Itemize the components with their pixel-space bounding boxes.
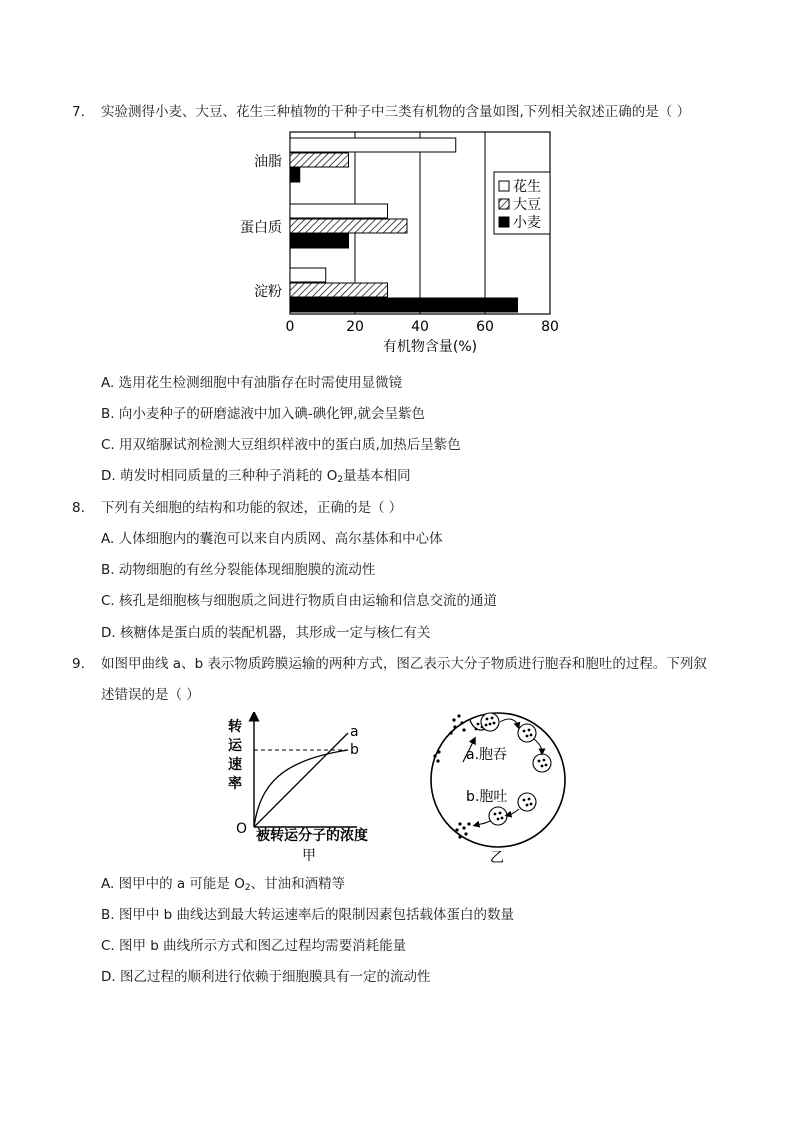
q8-option-c[interactable]: C. 核孔是细胞核与细胞质之间进行物质自由运输和信息交流的通道 [101,593,498,609]
q9-option-c[interactable]: C. 图甲 b 曲线所示方式和图乙过程均需要消耗能量 [101,938,407,954]
endocytic-vesicle-1 [481,713,499,731]
q8-option-b[interactable]: B. 动物细胞的有丝分裂能体现细胞膜的流动性 [101,562,376,578]
bar-white [290,268,326,282]
x-tick-label: 40 [411,319,429,335]
exocytic-vesicle-2 [489,807,507,825]
question-7-stem: 实验测得小麦、大豆、花生三种植物的干种子中三类有机物的含量如图,下列相关叙述正确的是（ ） [101,104,691,120]
endocytic-vesicle-2 [518,724,536,742]
legend-swatch [499,181,509,191]
question-9-stem-line2: 述错误的是（ ） [101,687,200,703]
x-tick-label: 0 [285,319,295,335]
jia-curve-a [254,733,348,827]
bar-hatched [290,153,349,167]
jia-ylabel-4: 率 [228,776,242,792]
question-9-number: 9. [72,656,85,672]
question-8-number: 8. [72,500,85,516]
x-tick-label: 20 [346,319,364,335]
extracellular-particles-bottom [455,822,470,838]
x-tick-label: 80 [541,319,559,335]
q8-option-d[interactable]: D. 核糖体是蛋白质的装配机器，其形成一定与核仁有关 [101,625,431,641]
legend-swatch [499,199,509,209]
q7-bar-chart [240,128,570,360]
bar-white [290,204,388,218]
jia-ylabel-2: 运 [228,738,242,754]
question-9-stem-line1: 如图甲曲线 a、b 表示物质跨膜运输的两种方式，图乙表示大分子物质进行胞吞和胞吐的过程。下列叙 [101,656,707,672]
q9-option-a-subscript: 2 [244,883,251,893]
q7-option-c[interactable]: C. 用双缩脲试剂检测大豆组织样液中的蛋白质,加热后呈紫色 [101,437,461,453]
question-7-number: 7. [72,104,85,120]
bar-white [290,138,456,152]
category-label: 油脂 [254,154,282,170]
bar-black [290,298,518,312]
q7-chart-body [240,132,559,355]
jia-xlabel: 被转运分子的浓度 [256,828,368,844]
jia-origin: O [236,821,248,837]
jia-ylabel-1: 转 [228,719,242,735]
jia-curve-b-label: b [350,742,359,758]
q7-option-d-text-end: 量基本相同 [343,468,411,484]
exocytic-vesicle-1 [518,793,536,811]
category-label: 淀粉 [254,284,282,300]
legend-swatch [499,217,509,227]
q9-figure-jia [222,712,392,866]
endocytic-vesicle-3 [533,754,551,772]
q9-option-a-text-end: 、甘油和酒精等 [250,876,346,892]
q7-option-d-subscript: 2 [337,475,344,485]
q9-option-a-text: A. 图甲中的 a 可能是 O [101,876,245,892]
legend-label: 花生 [513,179,541,195]
jia-curve-b [254,750,348,827]
extracellular-particles-top [433,714,465,762]
q9-option-b[interactable]: B. 图甲中 b 曲线达到最大转运速率后的限制因素包括载体蛋白的数量 [101,907,514,923]
q9-figure-yi [424,706,574,866]
jia-caption: 甲 [302,848,316,864]
q9-option-a[interactable] [101,875,345,897]
label-endocytosis: a.胞吞 [466,747,508,763]
q7-option-d-text: D. 萌发时相同质量的三种种子消耗的 O [101,468,338,484]
q7-option-a[interactable]: A. 选用花生检测细胞中有油脂存在时需使用显微镜 [101,375,403,391]
q8-option-a[interactable]: A. 人体细胞内的囊泡可以来自内质网、高尔基体和中心体 [101,531,443,547]
x-tick-label: 60 [476,319,494,335]
bar-hatched [290,283,388,297]
category-label: 蛋白质 [240,220,282,236]
question-8-stem: 下列有关细胞的结构和功能的叙述，正确的是（ ） [101,500,403,516]
label-exocytosis: b.胞吐 [466,789,508,805]
q7-option-b[interactable]: B. 向小麦种子的研磨滤液中加入碘-碘化钾,就会呈紫色 [101,406,426,422]
x-axis-label: 有机物含量(%) [382,339,478,355]
yi-caption: 乙 [490,850,504,866]
q7-option-d[interactable] [101,467,411,489]
bar-black [290,234,349,248]
jia-curve-a-label: a [350,724,359,740]
bar-black [290,168,300,182]
q9-option-d[interactable]: D. 图乙过程的顺利进行依赖于细胞膜具有一定的流动性 [101,969,431,985]
legend-label: 大豆 [513,197,541,213]
bar-hatched [290,219,407,233]
jia-ylabel-3: 速 [228,757,242,773]
legend-label: 小麦 [513,215,541,231]
